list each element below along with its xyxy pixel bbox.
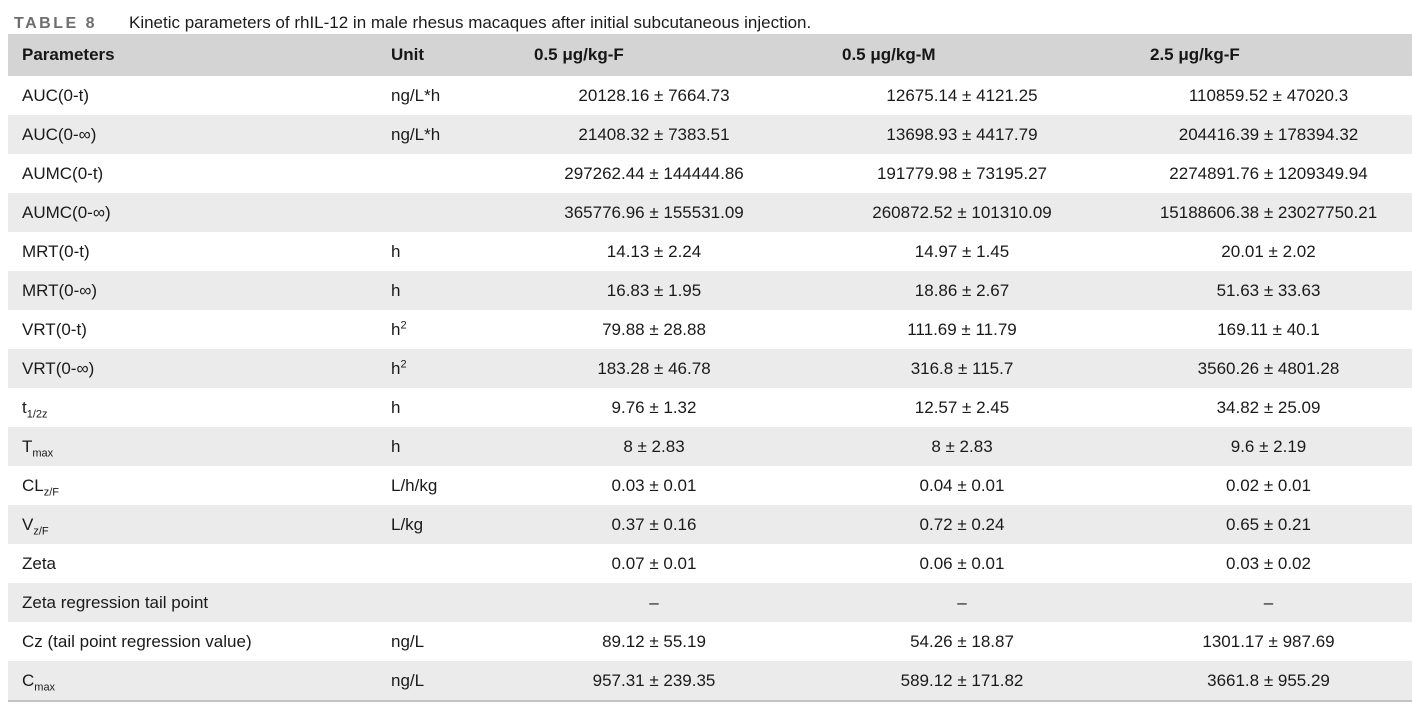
unit-cell: [384, 154, 526, 193]
table-row: [8, 622, 1412, 661]
col-header-dose-25-f: 2.5 μg/kg-F: [1142, 34, 1412, 76]
parameter-cell: MRT(0-t): [22, 241, 90, 261]
parameter-cell: AUMC(0-t): [22, 163, 104, 183]
value-cell: 9.76 ± 1.32: [611, 397, 697, 417]
unit-cell: L/h/kg: [391, 475, 438, 495]
value-cell: 169.11 ± 40.1: [1217, 319, 1320, 339]
unit-cell: [384, 193, 526, 232]
value-cell: 54.26 ± 18.87: [910, 631, 1014, 651]
table-row: [8, 310, 1412, 349]
value-cell: 34.82 ± 25.09: [1216, 397, 1321, 417]
unit-cell: h: [391, 280, 401, 300]
value-cell: 12675.14 ± 4121.25: [886, 85, 1038, 105]
unit-cell: ng/L*h: [391, 124, 441, 144]
table-row: [8, 661, 1412, 701]
value-cell: –: [1263, 592, 1274, 612]
value-cell: 79.88 ± 28.88: [602, 319, 706, 339]
kinetic-parameters-table: [8, 34, 1412, 702]
value-cell: 9.6 ± 2.19: [1230, 436, 1307, 456]
parameter-cell: $t_{1/2z}$: [22, 397, 48, 420]
table-number-label: TABLE 8: [14, 15, 97, 32]
value-cell: 110859.52 ± 47020.3: [1188, 85, 1349, 105]
table-row: [8, 115, 1412, 154]
parameter-cell: $C_{max}$: [22, 670, 56, 693]
col-header-unit: Unit: [384, 34, 526, 76]
table-row: [8, 76, 1412, 115]
value-cell: 191779.98 ± 73195.27: [876, 163, 1048, 183]
table-row: [8, 271, 1412, 310]
table-row: [8, 349, 1412, 388]
parameter-cell: $T_{max}$: [22, 436, 54, 459]
value-cell: 183.28 ± 46.78: [597, 358, 711, 378]
table-row: [8, 583, 1412, 622]
unit-cell: ng/L: [391, 670, 425, 690]
value-cell: 297262.44 ± 144444.86: [564, 163, 744, 183]
unit-cell: $h^2$: [391, 357, 407, 378]
value-cell: –: [649, 592, 659, 612]
unit-cell: ng/L: [391, 631, 425, 651]
parameter-cell: Zeta regression tail point: [22, 592, 209, 612]
value-cell: 316.8 ± 115.7: [910, 358, 1014, 378]
value-cell: 260872.52 ± 101310.09: [872, 202, 1052, 222]
value-cell: 111.69 ± 11.79: [907, 319, 1017, 339]
value-cell: 0.37 ± 0.16: [611, 514, 697, 534]
parameter-cell: VRT(0-t): [22, 319, 87, 339]
value-cell: 8 ± 2.83: [623, 436, 685, 456]
parameter-cell: $CL_{z/F}$: [22, 475, 60, 498]
table-header: [8, 34, 1412, 76]
value-cell: 0.65 ± 0.21: [1226, 514, 1311, 534]
value-cell: 20128.16 ± 7664.73: [578, 85, 730, 105]
table-row: [8, 154, 1412, 193]
parameter-cell: Cz (tail point regression value): [22, 631, 252, 651]
unit-cell: [384, 544, 526, 583]
col-header-dose-05-f: 0.5 μg/kg-F: [526, 34, 834, 76]
value-cell: 2274891.76 ± 1209349.94: [1169, 163, 1368, 183]
table-row: [8, 427, 1412, 466]
value-cell: 14.97 ± 1.45: [914, 241, 1010, 261]
parameter-cell: AUC(0-∞): [22, 124, 97, 144]
table-row: [8, 466, 1412, 505]
header-row: [8, 34, 1412, 76]
table-body: [8, 76, 1412, 701]
unit-cell: h: [391, 397, 401, 417]
value-cell: 1301.17 ± 987.69: [1202, 631, 1335, 651]
parameter-cell: MRT(0-∞): [22, 280, 98, 300]
unit-cell: h: [391, 436, 401, 456]
value-cell: 13698.93 ± 4417.79: [886, 124, 1038, 144]
value-cell: –: [957, 592, 967, 612]
unit-cell: [384, 583, 526, 622]
value-cell: 957.31 ± 239.35: [592, 670, 716, 690]
parameter-cell: $V_{z/F}$: [22, 514, 49, 537]
value-cell: 204416.39 ± 178394.32: [1178, 124, 1359, 144]
value-cell: 89.12 ± 55.19: [602, 631, 706, 651]
value-cell: 14.13 ± 2.24: [606, 241, 702, 261]
value-cell: 18.86 ± 2.67: [914, 280, 1010, 300]
value-cell: 589.12 ± 171.82: [900, 670, 1024, 690]
value-cell: 8 ± 2.83: [931, 436, 993, 456]
value-cell: 0.03 ± 0.01: [611, 475, 697, 495]
value-cell: 12.57 ± 2.45: [914, 397, 1010, 417]
col-header-parameters: Parameters: [8, 34, 384, 76]
value-cell: 365776.96 ± 155531.09: [564, 202, 744, 222]
value-cell: 0.72 ± 0.24: [919, 514, 1005, 534]
table-caption: [8, 0, 1404, 34]
value-cell: 0.03 ± 0.02: [1226, 553, 1311, 573]
parameter-cell: AUMC(0-∞): [22, 202, 111, 222]
table-row: [8, 193, 1412, 232]
table-row: [8, 505, 1412, 544]
value-cell: 0.04 ± 0.01: [919, 475, 1005, 495]
parameter-cell: AUC(0-t): [22, 85, 90, 105]
col-header-dose-05-m: 0.5 μg/kg-M: [834, 34, 1142, 76]
table-row: [8, 544, 1412, 583]
value-cell: 21408.32 ± 7383.51: [578, 124, 730, 144]
value-cell: 20.01 ± 2.02: [1221, 241, 1316, 261]
table-row: [8, 232, 1412, 271]
unit-cell: $h^2$: [391, 318, 407, 339]
parameter-cell: Zeta: [22, 553, 57, 573]
value-cell: 0.06 ± 0.01: [919, 553, 1005, 573]
value-cell: 3560.26 ± 4801.28: [1197, 358, 1340, 378]
table-title-text: Kinetic parameters of rhIL-12 in male rhesus macaques after initial subcutaneous injection.: [128, 13, 812, 32]
unit-cell: h: [391, 241, 401, 261]
parameter-cell: VRT(0-∞): [22, 358, 95, 378]
value-cell: 0.02 ± 0.01: [1226, 475, 1311, 495]
unit-cell: L/kg: [391, 514, 424, 534]
value-cell: 15188606.38 ± 23027750.21: [1159, 202, 1378, 222]
value-cell: 0.07 ± 0.01: [611, 553, 697, 573]
table-row: [8, 388, 1412, 427]
value-cell: 3661.8 ± 955.29: [1207, 670, 1330, 690]
value-cell: 16.83 ± 1.95: [606, 280, 702, 300]
unit-cell: ng/L*h: [391, 85, 441, 105]
value-cell: 51.63 ± 33.63: [1216, 280, 1321, 300]
